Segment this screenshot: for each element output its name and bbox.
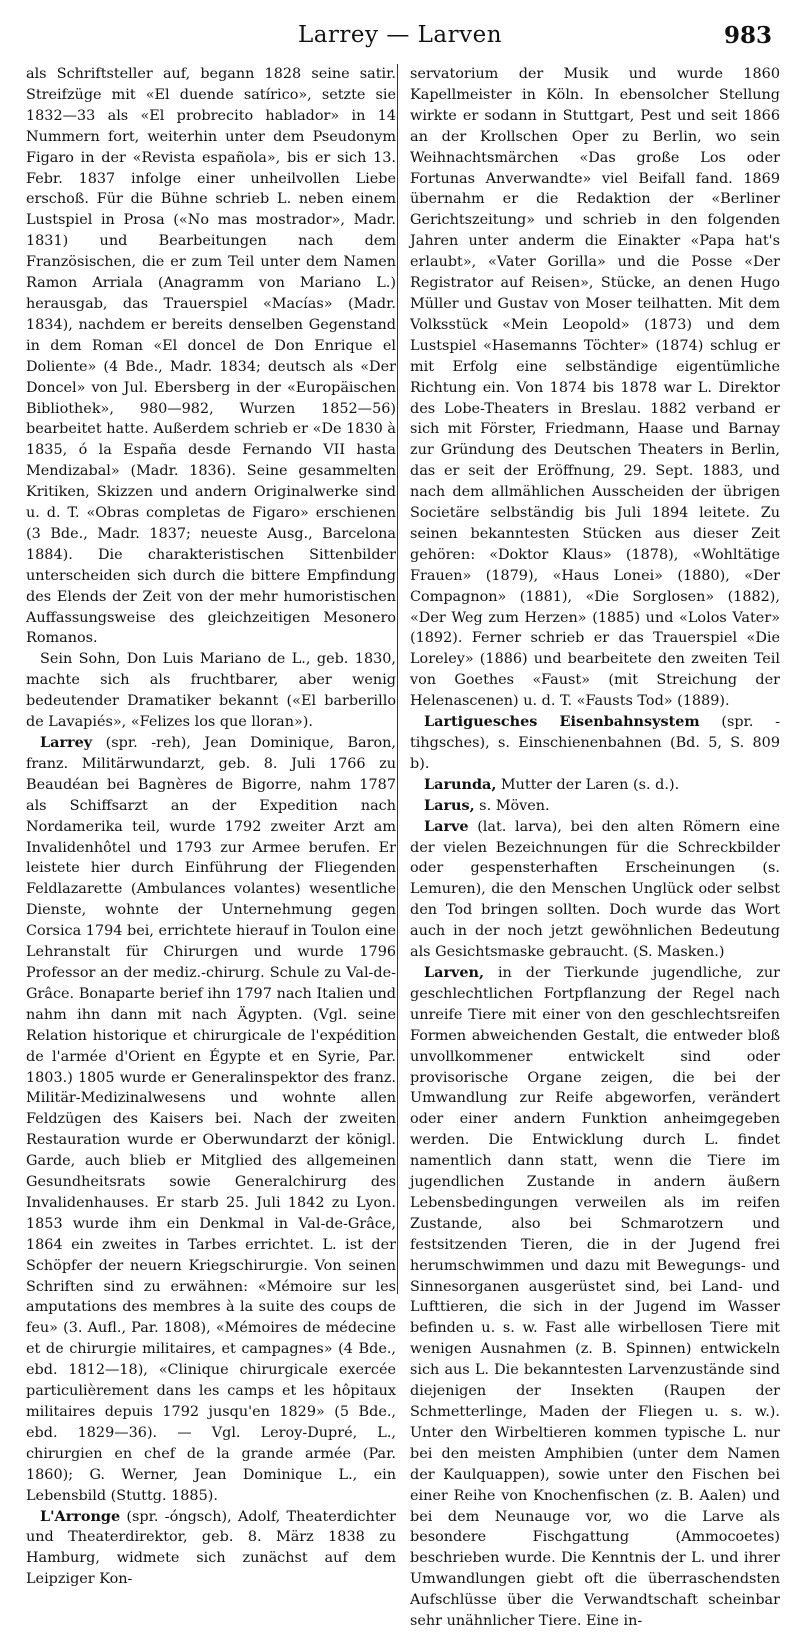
entry-larven: [410, 963, 780, 1632]
headword: Lartiguesches Eisenbahnsystem: [424, 713, 700, 731]
entry-text: s. Möven.: [474, 797, 550, 814]
entry-text: in der Tierkunde jugendliche, zur geschlechtlichen Fortpflanzung der Regel nach unreife Tiere mit einer von den geschlechtsreifen Formen abweichenden Gestalt, die entweder bloß unvollkommener entwickelt sind oder provisorische Organe zeigen, die bei der Umwandlung zur Reife abgeworfen, verändert oder einer andern Funktion anheimgegeben werden. Die Entwicklung durch L. findet namentlich dann statt, wenn die Tiere im jugendlichen Zustande in andern äußern Lebensbedingungen verweilen als im reifen Zustande, also bei Schmarotzern und festsitzenden Tieren, die in der Jugend frei herumschwimmen und dazu mit Bewegungs- und Sinnesorganen ausgerüstet sind, bei Land- und Lufttieren, die sich in der Jugend im Wasser befinden u. s. w. Fast alle wirbellosen Tiere mit wenigen Ausnahmen (z. B. Spinnen) entwickeln sich aus L. Die bekanntesten Larvenzustände sind diejenigen der Insekten (Raupen der Schmetterlinge, Maden der Fliegen u. s. w.). Unter den Wirbeltieren kommen typische L. nur bei den meisten Amphibien (unter dem Namen der Kaulquappen), sowie unter den Fischen bei einer Reihe von Knochenfischen (z. B. Aalen) und bei dem Neunauge vor, wo die Larve als besondere Fischgattung (Ammocoetes) beschrieben wurde. Die Kenntnis der L. und ihrer Umwandlungen giebt oft die überraschendsten Aufschlüsse über die Verwandtschaft scheinbar sehr unähnlicher Tiere. Eine in-: [410, 964, 780, 1630]
left-column: [26, 64, 396, 1590]
entry-text: (spr. -tihgsches), s. Einschienenbahnen (Bd. 5, S. 809 b).: [410, 714, 780, 772]
entry-larus: [410, 796, 780, 817]
headword: Larve: [424, 817, 469, 835]
paragraph: servatorium der Musik und wurde 1860 Kapellmeister in Köln. In ebensolcher Stellung wirkte er sodann in Stuttgart, Pest und seit 1866 an der Krollschen Oper zu Berlin, wo sein Weihnachtsmärchen «Das große Los oder Fortunas Anverwandte» viel Beifall fand. 1869 übernahm er die Redaktion der «Berliner Gerichtszeitung» und schrieb in den folgenden Jahren unter anderm die Einakter «Papa hat's erlaubt», «Vater Gorilla» und die Posse «Der Registrator auf Reisen», Stücke, an denen Hugo Müller und Gustav von Moser teilhatten. Mit dem Volksstück «Mein Leopold» (1873) und dem Lustspiel «Hasemanns Töchter» (1874) schlug er mit Erfolg eine selbständige eigentümliche Richtung ein. Von 1874 bis 1878 war L. Direktor des Lobe-Theaters in Breslau. 1882 verband er sich mit Förster, Friedmann, Haase und Barnay zur Gründung des Deutschen Theaters in Berlin, das er seit der Eröffnung, 29. Sept. 1883, und nach dem allmählichen Ausscheiden der übrigen Societäre selbständig bis Juli 1894 leitete. Zu seinen bekanntesten Stücken aus dieser Zeit gehören: «Doktor Klaus» (1878), «Wohltätige Frauen» (1879), «Haus Lonei» (1880), «Der Compagnon» (1881), «Die Sorglosen» (1882), «Der Weg zum Herzen» (1885) und «Lolos Vater» (1892). Ferner schrieb er das Trauerspiel «Die Loreley» (1886) und bearbeitete den zweiten Teil von Goethes «Faust» (mit Streichung der Helenascenen) u. d. T. «Fausts Tod» (1889).: [410, 66, 780, 710]
column-divider: [397, 64, 398, 1294]
headword: L'Arronge: [40, 1507, 121, 1525]
entry-larve: [410, 817, 780, 963]
entry-text: (spr. -reh), Jean Dominique, Baron, franz. Militärwundarzt, geb. 8. Juli 1766 zu Beaudéan bei Bagnères de Bigorre, nahm 1787 als Schiffsarzt an der Expedition nach Nordamerika teil, wurde 1792 zweiter Arzt am Invalidenhôtel und 1793 zur Armee berufen. Er leistete hier durch Einführung der Fliegenden Feldlazarette (Ambulances volantes) wesentliche Dienste, wohnte der Unternehmung gegen Corsica 1794 bei, errichtete hierauf in Toulon eine Lehranstalt für Chirurgen und wurde 1796 Professor an der mediz.-chirurg. Schule zu Val-de-Grâce. Bonaparte berief ihn 1797 nach Italien und nahm ihn dann mit nach Ägypten. (Vgl. seine Relation historique et chirurgicale de l'expédition de l'armée d'Orient en Égypte et en Syrie, Par. 1803.) 1805 wurde er Generalinspektor des franz. Militär-Medizinalwesens und wohnte allen Feldzügen des Kaisers bei. Nach der zweiten Restauration wurde er Oberwundarzt der königl. Garde, auch blieb er Mitglied des allgemeinen Gesundheitsrats sowie Generalchirurg des Invalidenhauses. Er starb 25. Juli 1842 zu Lyon. 1853 wurde ihm ein Denkmal in Val-de-Grâce, 1864 ein zweites in Tarbes errichtet. L. ist der Schöpfer der neuern Kriegschirurgie. Von seinen Schriften sind zu erwähnen: «Mémoire sur les amputations des membres à la suite des coups de feu» (3. Aufl., Par. 1808), «Mémoires de médecine et de chirurgie militaires, et campagnes» (4 Bde., ebd. 1812—18), «Clinique chirurgicale exercée particulièrement dans les camps et les hôpitaux militaires depuis 1792 jusqu'en 1829» (5 Bde., ebd. 1829—36). — Vgl. Leroy-Dupré, L., chirurgien en chef de la grande armée (Par. 1860); G. Werner, Jean Dominique L., ein Lebensbild (Stuttg. 1885).: [26, 735, 396, 1504]
entry-text: (spr. -óngsch), Adolf, Theaterdichter und Theaterdirektor, geb. 8. März 1838 zu Hamburg, widmete sich zunächst auf dem Leipziger Kon-: [26, 1508, 396, 1588]
entry-lartiguesches-eisenbahnsystem: [410, 712, 780, 775]
entry-text: (lat. larva), bei den alten Römern eine der vielen Bezeichnungen für die Schreckbilder oder gespensterhaften Erscheinungen (s. Lemuren), die den Menschen Unglück oder selbst den Tod bringen sollten. Doch wurde das Wort auch in der noch jetzt gewöhnlichen Bedeutung als Gesichtsmaske gebraucht. (S. Masken.): [410, 818, 780, 961]
headword: Larven,: [424, 963, 485, 981]
entry-text: Mutter der Laren (s. d.).: [496, 776, 680, 793]
headword: Larrey: [40, 734, 93, 751]
running-title: Larrey — Larven: [297, 22, 503, 48]
paragraph: als Schriftsteller auf, begann 1828 seine satir. Streifzüge mit «El duende satírico», setzte sie 1832—33 als «El probrecito hablador» in 14 Nummern fort, weiterhin unter dem Pseudonym Figaro in der «Revista española», bis er sich 13. Febr. 1837 infolge einer unheilvollen Liebe erschoß. Für die Bühne schrieb L. neben einem Lustspiel in Prosa («No mas mostrador», Madr. 1831) und Bearbeitungen nach dem Französischen, die er zum Teil unter dem Namen Ramon Arriala (Anagramm von Mariano L.) herausgab, das Trauerspiel «Macías» (Madr. 1834), nachdem er bereits denselben Gegenstand in dem Roman «El doncel de Don Enrique el Doliente» (4 Bde., Madr. 1834; deutsch als «Der Doncel» von Jul. Ebersberg in der «Europäischen Bibliothek», 980—982, Wurzen 1852—56) bearbeitet hatte. Außerdem schrieb er «De 1830 à 1835, ó la España desde Fernando VII hasta Mendizabal» (Madr. 1836). Seine gesammelten Kritiken, Skizzen und andern Originalwerke sind u. d. T. «Obras completas de Figaro» erschienen (3 Bde., Madr. 1837; neueste Ausg., Barcelona 1884). Die charakteristischen Sittenbilder unterscheiden sich durch die bittere Empfindung des Elends der Zeit von der mehr humoristischen Auffassungsweise des gleichzeitigen Mesonero Romanos.: [26, 66, 396, 647]
entry-larronge: [26, 1507, 396, 1591]
entry-larrey: [26, 733, 396, 1507]
right-column: [410, 64, 780, 1632]
headword: Larus,: [424, 796, 475, 814]
page-header: [26, 22, 774, 56]
headword: Larunda,: [424, 775, 497, 793]
page-number: 983: [723, 22, 772, 49]
paragraph: Sein Sohn, Don Luis Mariano de L., geb. 1830, machte sich als fruchtbarer, aber wenig bedeutender Dramatiker bekannt («El barberillo de Lavapiés», «Felizes los que lloran»).: [26, 651, 396, 731]
entry-larunda: [410, 775, 780, 796]
